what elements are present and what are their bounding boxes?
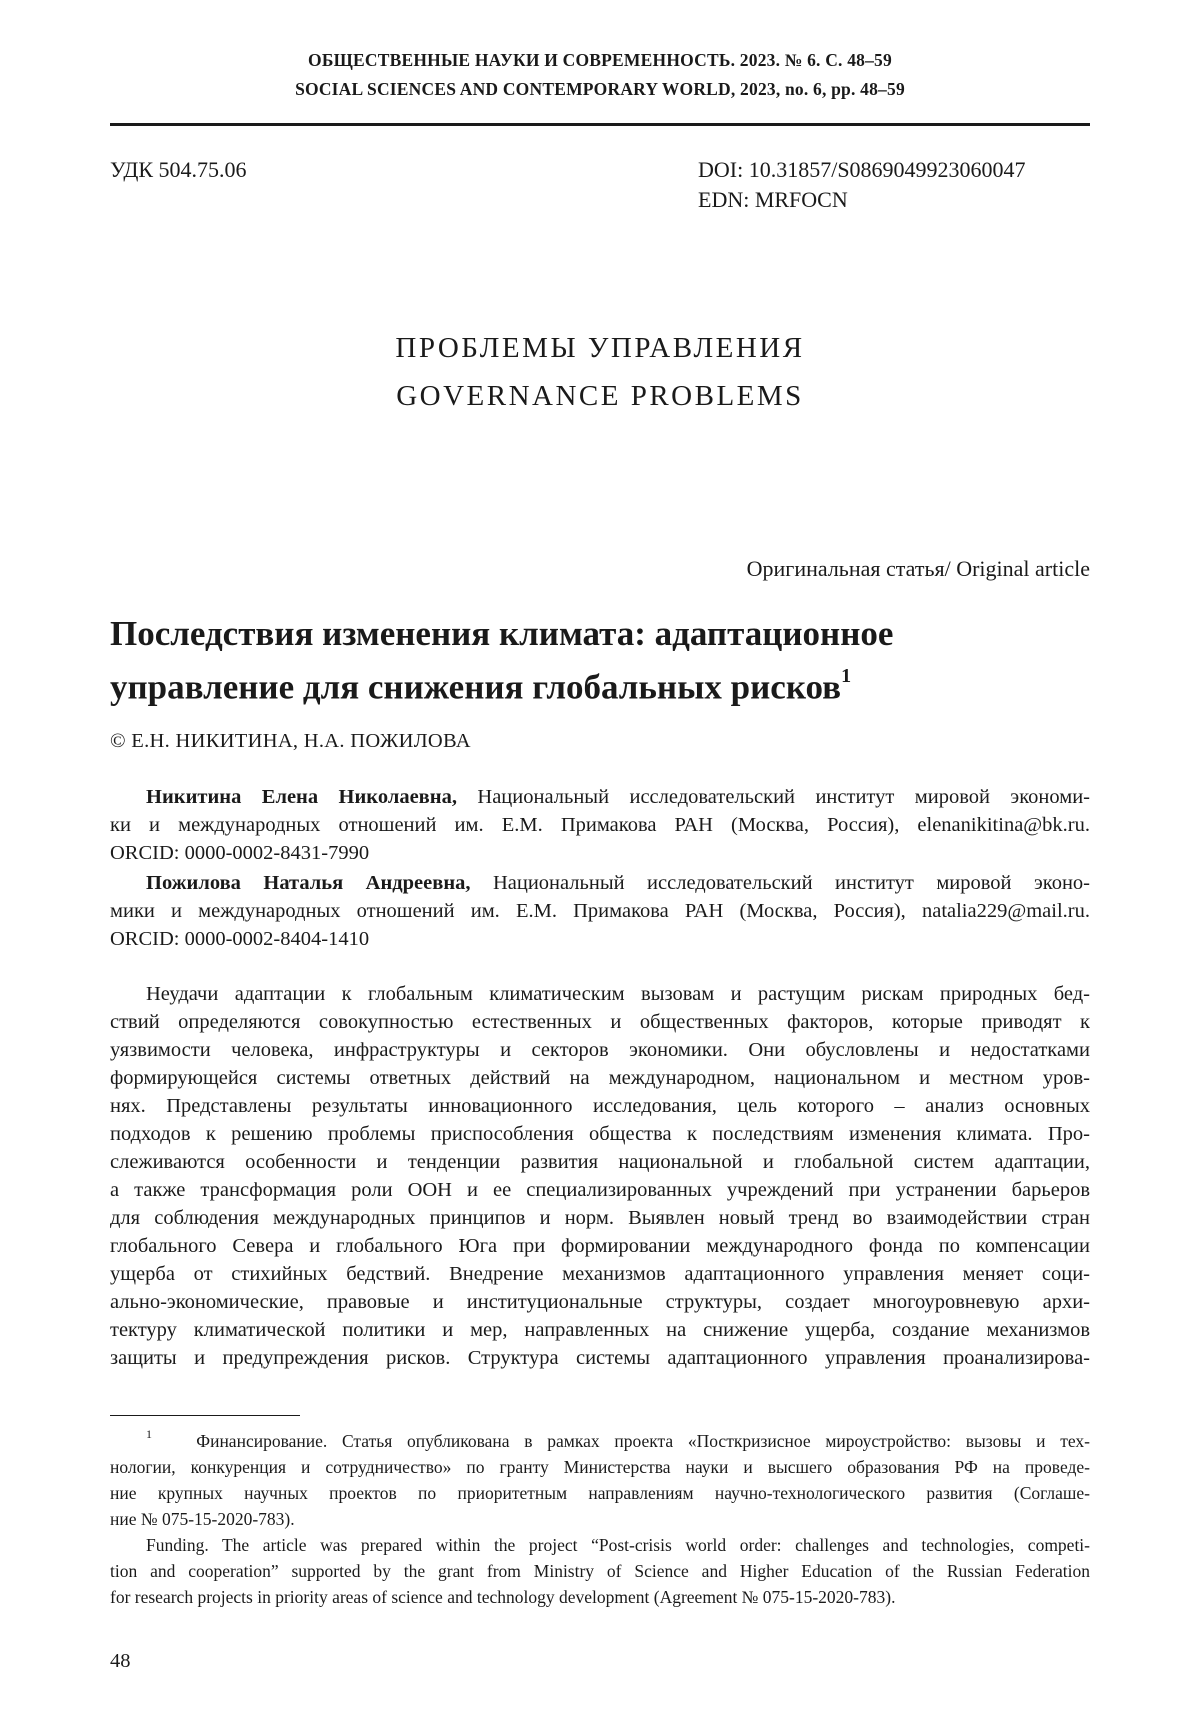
abstract-line: подходов к решению проблемы приспособления общества к последствиям изменения климата. Про- bbox=[110, 1123, 1090, 1145]
udk: УДК 504.75.06 bbox=[110, 157, 247, 182]
abstract-line: а также трансформация роли ООН и ее специализированных учреждений при устранении барьеров bbox=[110, 1179, 1090, 1201]
doi: DOI: 10.31857/S0869049923060047 bbox=[698, 157, 1026, 182]
affiliation-1-line-2: ки и международных отношений им. Е.М. Примакова РАН (Москва, Россия), elenanikitina@bk.ru. bbox=[110, 814, 1090, 836]
footnote-ru-line-1: $^1$ Финансирование. Статья опубликована в рамках проекта «Посткризисное мироустройство: вызовы и тех- bbox=[146, 1427, 1091, 1451]
abstract-line: формирующейся системы ответных действий на международном, национальном и местном уров- bbox=[110, 1067, 1090, 1089]
affiliation-1 bbox=[110, 783, 1090, 867]
authors-line: © Е.Н. НИКИТИНА, Н.А. ПОЖИЛОВА bbox=[110, 730, 471, 752]
page-number: 48 bbox=[110, 1650, 131, 1672]
abstract-line: уязвимости человека, инфраструктуры и секторов экономики. Они обусловлены и недостатками bbox=[110, 1039, 1090, 1061]
author-2-name: Пожилова Наталья Андреевна, bbox=[146, 872, 471, 894]
abstract-line: глобального Севера и глобального Юга при формировании международного фонда по компенсации bbox=[110, 1235, 1090, 1257]
footnote-mark: 1 bbox=[146, 1427, 152, 1441]
footnote-ru-line: ние крупных научных проектов по приоритетным направлениям научно-технологического развития (Соглаше- bbox=[110, 1482, 1090, 1503]
abstract-line: ствий определяются совокупностью естественных и общественных факторов, которые приводят к bbox=[110, 1011, 1090, 1033]
article-type: Оригинальная статья/ Original article bbox=[746, 556, 1090, 581]
journal-header-en: SOCIAL SCIENCES AND CONTEMPORARY WORLD, 2023, no. 6, pp. 48–59 bbox=[295, 79, 905, 99]
footnote bbox=[110, 1423, 1090, 1610]
article-title-line-1: Последствия изменения климата: адаптационное bbox=[110, 614, 894, 653]
author-1-name: Никитина Елена Николаевна, bbox=[146, 786, 457, 808]
abstract-line: нях. Представлены результаты инновационного исследования, цель которого – анализ основных bbox=[110, 1095, 1090, 1117]
abstract-line: защиты и предупреждения рисков. Структура системы адаптационного управления проанализирова- bbox=[110, 1347, 1090, 1369]
footnote-en-line: tion and cooperation” supported by the grant from Ministry of Science and Higher Education of the Russian Federation bbox=[110, 1560, 1090, 1581]
footnote-en-line: Funding. The article was prepared within the project “Post-crisis world order: challenges and technologies, competi- bbox=[146, 1534, 1090, 1555]
footnote-rule bbox=[110, 1415, 300, 1416]
author-1-orcid: ORCID: 0000-0002-8431-7990 bbox=[110, 842, 370, 864]
title-footnote-mark: 1 bbox=[841, 665, 852, 687]
abstract-line: Неудачи адаптации к глобальным климатическим вызовам и растущим рискам природных бед- bbox=[146, 983, 1090, 1005]
abstract-line: ально-экономические, правовые и институциональные структуры, создает многоуровневую архи- bbox=[110, 1291, 1090, 1313]
header-rule bbox=[110, 123, 1090, 126]
edn: EDN: MRFOCN bbox=[698, 187, 848, 212]
footnote-ru-line: нологии, конкуренция и сотрудничество» по гранту Министерства науки и высшего образования РФ на проведе- bbox=[110, 1456, 1090, 1477]
abstract-line: ущерба от стихийных бедствий. Внедрение механизмов адаптационного управления меняет соци- bbox=[110, 1263, 1090, 1285]
affiliation-1-line-1: Никитина Елена Николаевна, Национальный исследовательский институт мировой экономи- bbox=[146, 786, 1090, 808]
article-title-line-2: управление для снижения глобальных рисков$^1$ bbox=[110, 665, 852, 707]
affiliation-2 bbox=[110, 869, 1090, 953]
abstract-line: для соблюдения международных принципов и норм. Выявлен новый тренд во взаимодействии стран bbox=[110, 1207, 1090, 1229]
section-title-en: GOVERNANCE PROBLEMS bbox=[396, 380, 804, 412]
affiliation-2-line-1: Пожилова Наталья Андреевна, Национальный исследовательский институт мировой эконо- bbox=[146, 872, 1090, 894]
article-title bbox=[110, 611, 1110, 711]
abstract bbox=[110, 980, 1090, 1372]
footnote-ru-line: ние № 075-15-2020-783). bbox=[110, 1508, 295, 1529]
abstract-line: тектуру климатической политики и мер, направленных на снижение ущерба, создание механизмов bbox=[110, 1319, 1090, 1341]
affiliation-2-line-2: мики и международных отношений им. Е.М. Примакова РАН (Москва, Россия), natalia229@mail.ru. bbox=[110, 900, 1090, 922]
author-2-orcid: ORCID: 0000-0002-8404-1410 bbox=[110, 928, 370, 950]
journal-header-ru: ОБЩЕСТВЕННЫЕ НАУКИ И СОВРЕМЕННОСТЬ. 2023. № 6. С. 48–59 bbox=[308, 50, 892, 70]
section-title-ru: ПРОБЛЕМЫ УПРАВЛЕНИЯ bbox=[395, 332, 805, 364]
footnote-en-line: for research projects in priority areas of science and technology development (Agreement № 075-15-2020-783). bbox=[110, 1586, 896, 1607]
abstract-line: слеживаются особенности и тенденции развития национальной и глобальной систем адаптации, bbox=[110, 1151, 1090, 1173]
